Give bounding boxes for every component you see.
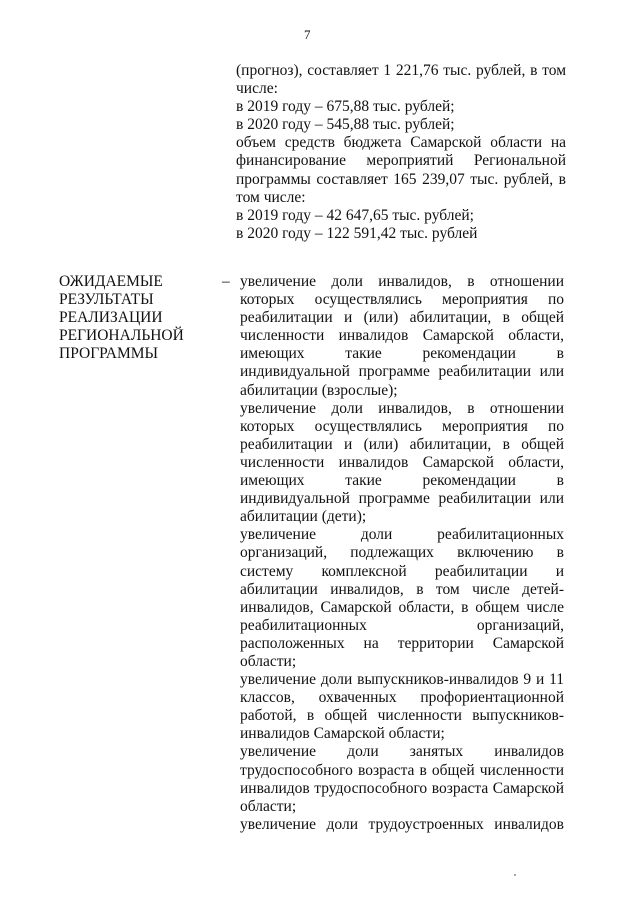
budget-line: том числе: [236,188,306,206]
result-line: организаций, подлежащих включению в [240,544,564,562]
result-line: абилитации (дети); [240,508,367,526]
result-line: увеличение доли инвалидов, в отношении [240,273,564,290]
result-line: инвалидов Самарской области; [240,725,445,743]
result-line: работой, в общей численности выпускников- [240,707,564,725]
budget-line: в 2019 году – 42 647,65 тыс. рублей; [236,206,474,224]
section-label-line: ПРОГРАММЫ [59,345,159,363]
result-line: имеющих такие рекомендации в [240,345,564,363]
result-line: систему комплексной реабилитации и [240,562,564,580]
result-line: индивидуальной программе реабилитации или [240,490,564,508]
result-line: численности инвалидов Самарской области, [240,453,564,471]
result-line: инвалидов трудоспособного возраста Самарской [240,779,564,797]
section-label-line: ОЖИДАЕМЫЕ [59,273,163,290]
budget-line: объем средств бюджета Самарской области на [236,134,566,152]
result-line: области; [240,797,297,815]
budget-line: (прогноз), составляет 1 221,76 тыс. рублей, в том [236,62,566,79]
section-label-line: РЕЗУЛЬТАТЫ [59,291,154,309]
section-label-line: РЕАЛИЗАЦИИ [59,309,163,327]
budget-line: в 2020 году – 545,88 тыс. рублей; [236,116,455,134]
result-line: увеличение доли реабилитационных [240,526,564,544]
budget-line: числе: [236,80,278,98]
scan-speck [514,874,516,876]
result-line: реабилитации и (или) абилитации, в общей [240,435,564,453]
budget-line: программы составляет 165 239,07 тыс. рублей, в [236,170,566,188]
result-line: увеличение доли выпускников-инвалидов 9 и 11 [240,671,564,689]
budget-line: в 2019 году – 675,88 тыс. рублей; [236,98,455,116]
result-line: увеличение доли трудоустроенных инвалидов [240,815,564,833]
result-line: имеющих такие рекомендации в [240,472,564,490]
budget-line: финансирование мероприятий Региональной [236,152,566,170]
result-line: абилитации инвалидов, в том числе детей- [240,580,564,598]
budget-line: в 2020 году – 122 591,42 тыс. рублей [236,224,478,242]
result-line: инвалидов, Самарской области, в общем числе [240,598,564,616]
list-dash: – [222,273,230,290]
result-line: численности инвалидов Самарской области, [240,327,564,345]
result-line: расположенных на территории Самарской [240,634,564,652]
result-line: классов, охваченных профориентационной [240,689,564,707]
page-number: 7 [304,27,311,42]
result-line: трудоспособного возраста в общей численности [240,761,564,779]
result-line: реабилитации и (или) абилитации, в общей [240,309,564,327]
result-line: увеличение доли занятых инвалидов [240,743,564,761]
result-line: реабилитационных организаций, [240,616,564,634]
result-line: индивидуальной программе реабилитации или [240,363,564,381]
result-line: которых осуществлялись мероприятия по [240,291,564,309]
result-line: увеличение доли инвалидов, в отношении [240,399,564,417]
section-label-line: РЕГИОНАЛЬНОЙ [59,327,184,345]
result-line: которых осуществлялись мероприятия по [240,417,564,435]
result-line: абилитации (взрослые); [240,381,398,399]
expected-results [240,273,564,834]
section-label [59,273,219,363]
result-line: области; [240,652,297,670]
budget-block [236,62,566,243]
